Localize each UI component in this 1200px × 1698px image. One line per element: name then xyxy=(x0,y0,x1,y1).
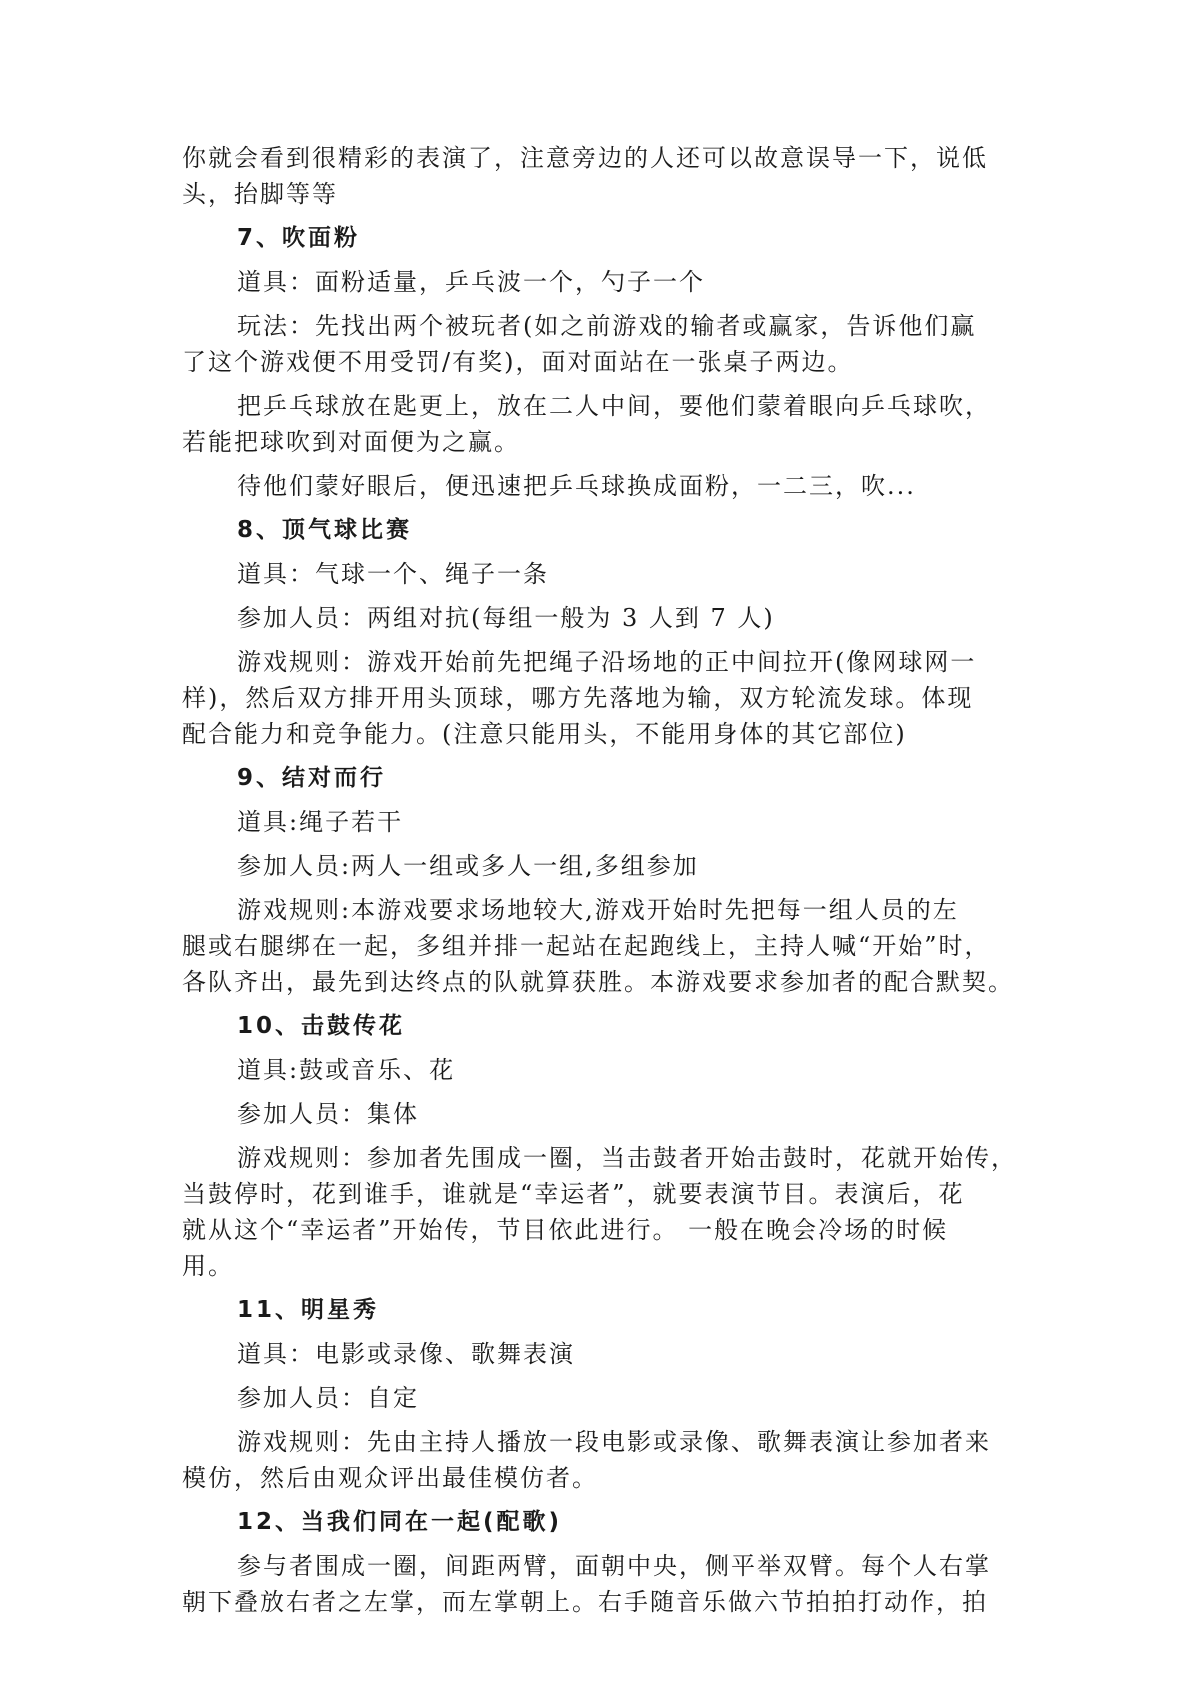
paragraph-line: 道具：气球一个、绳子一条 xyxy=(237,560,549,588)
paragraph-line: 游戏规则:本游戏要求场地较大,游戏开始时先把每一组人员的左 xyxy=(237,896,959,924)
paragraph xyxy=(182,644,1022,752)
paragraph xyxy=(182,468,1022,504)
paragraph-line: 配合能力和竞争能力。(注意只能用头，不能用身体的其它部位) xyxy=(182,720,907,748)
paragraph xyxy=(182,1380,1022,1416)
section-heading xyxy=(182,512,1022,548)
paragraph-line: 模仿，然后由观众评出最佳模仿者。 xyxy=(182,1464,598,1492)
heading-text: 12、当我们同在一起(配歌) xyxy=(237,1509,563,1535)
paragraph-line: 游戏规则：参加者先围成一圈，当击鼓者开始击鼓时，花就开始传， xyxy=(237,1144,1017,1172)
section-heading xyxy=(182,220,1022,256)
paragraph xyxy=(182,1424,1022,1496)
section-heading xyxy=(182,1292,1022,1328)
paragraph-line: 道具：电影或录像、歌舞表演 xyxy=(237,1340,575,1368)
paragraph xyxy=(182,1140,1022,1284)
paragraph-line: 参加人员：集体 xyxy=(237,1100,419,1128)
paragraph-line: 参加人员：两组对抗(每组一般为 3 人到 7 人) xyxy=(237,604,775,632)
section-heading xyxy=(182,1504,1022,1540)
paragraph xyxy=(182,308,1022,380)
paragraph xyxy=(182,264,1022,300)
paragraph-line: 腿或右腿绑在一起，多组并排一起站在起跑线上，主持人喊“开始”时， xyxy=(182,932,991,960)
document-body xyxy=(182,140,1022,1620)
paragraph-line: 各队齐出，最先到达终点的队就算获胜。本游戏要求参加者的配合默契。 xyxy=(182,968,1014,996)
paragraph xyxy=(182,600,1022,636)
paragraph-line: 用。 xyxy=(182,1252,234,1280)
heading-text: 7、吹面粉 xyxy=(237,225,361,251)
paragraph-line: 游戏规则：先由主持人播放一段电影或录像、歌舞表演让参加者来 xyxy=(237,1428,991,1456)
heading-text: 9、结对而行 xyxy=(237,765,387,791)
paragraph-line: 参与者围成一圈，间距两臂，面朝中央，侧平举双臂。每个人右掌 xyxy=(237,1552,991,1580)
paragraph-line: 朝下叠放右者之左掌，而左掌朝上。右手随音乐做六节拍拍打动作，拍 xyxy=(182,1588,988,1616)
paragraph-line: 参加人员:两人一组或多人一组,多组参加 xyxy=(237,852,699,880)
paragraph-line: 当鼓停时，花到谁手，谁就是“幸运者”，就要表演节目。表演后，花 xyxy=(182,1180,965,1208)
paragraph xyxy=(182,556,1022,592)
heading-text: 11、明星秀 xyxy=(237,1297,380,1323)
paragraph-line: 玩法：先找出两个被玩者(如之前游戏的输者或赢家，告诉他们赢 xyxy=(237,312,977,340)
paragraph-line: 道具:绳子若干 xyxy=(237,808,404,836)
paragraph xyxy=(182,1096,1022,1132)
paragraph-line: 若能把球吹到对面便为之赢。 xyxy=(182,428,520,456)
paragraph-line: 把乒乓球放在匙更上，放在二人中间，要他们蒙着眼向乒乓球吹， xyxy=(237,392,991,420)
section-heading xyxy=(182,1008,1022,1044)
paragraph-line: 参加人员：自定 xyxy=(237,1384,419,1412)
paragraph xyxy=(182,140,1022,212)
paragraph xyxy=(182,892,1022,1000)
paragraph-line: 样)，然后双方排开用头顶球，哪方先落地为输，双方轮流发球。体现 xyxy=(182,684,974,712)
paragraph-line: 道具：面粉适量，乒乓波一个，勺子一个 xyxy=(237,268,705,296)
paragraph xyxy=(182,848,1022,884)
paragraph xyxy=(182,1052,1022,1088)
paragraph xyxy=(182,1548,1022,1620)
paragraph xyxy=(182,388,1022,460)
heading-text: 8、顶气球比赛 xyxy=(237,517,413,543)
paragraph-line: 待他们蒙好眼后，便迅速把乒乓球换成面粉，一二三，吹... xyxy=(237,472,916,500)
section-heading xyxy=(182,760,1022,796)
paragraph-line: 道具:鼓或音乐、花 xyxy=(237,1056,456,1084)
heading-text: 10、击鼓传花 xyxy=(237,1013,406,1039)
paragraph-line: 游戏规则：游戏开始前先把绳子沿场地的正中间拉开(像网球网一 xyxy=(237,648,977,676)
paragraph xyxy=(182,804,1022,840)
paragraph-line: 你就会看到很精彩的表演了，注意旁边的人还可以故意误导一下，说低 xyxy=(182,144,988,172)
paragraph-line: 就从这个“幸运者”开始传，节目依此进行。 一般在晚会冷场的时候 xyxy=(182,1216,949,1244)
paragraph xyxy=(182,1336,1022,1372)
paragraph-line: 头，抬脚等等 xyxy=(182,180,338,208)
paragraph-line: 了这个游戏便不用受罚/有奖)，面对面站在一张桌子两边。 xyxy=(182,348,854,376)
